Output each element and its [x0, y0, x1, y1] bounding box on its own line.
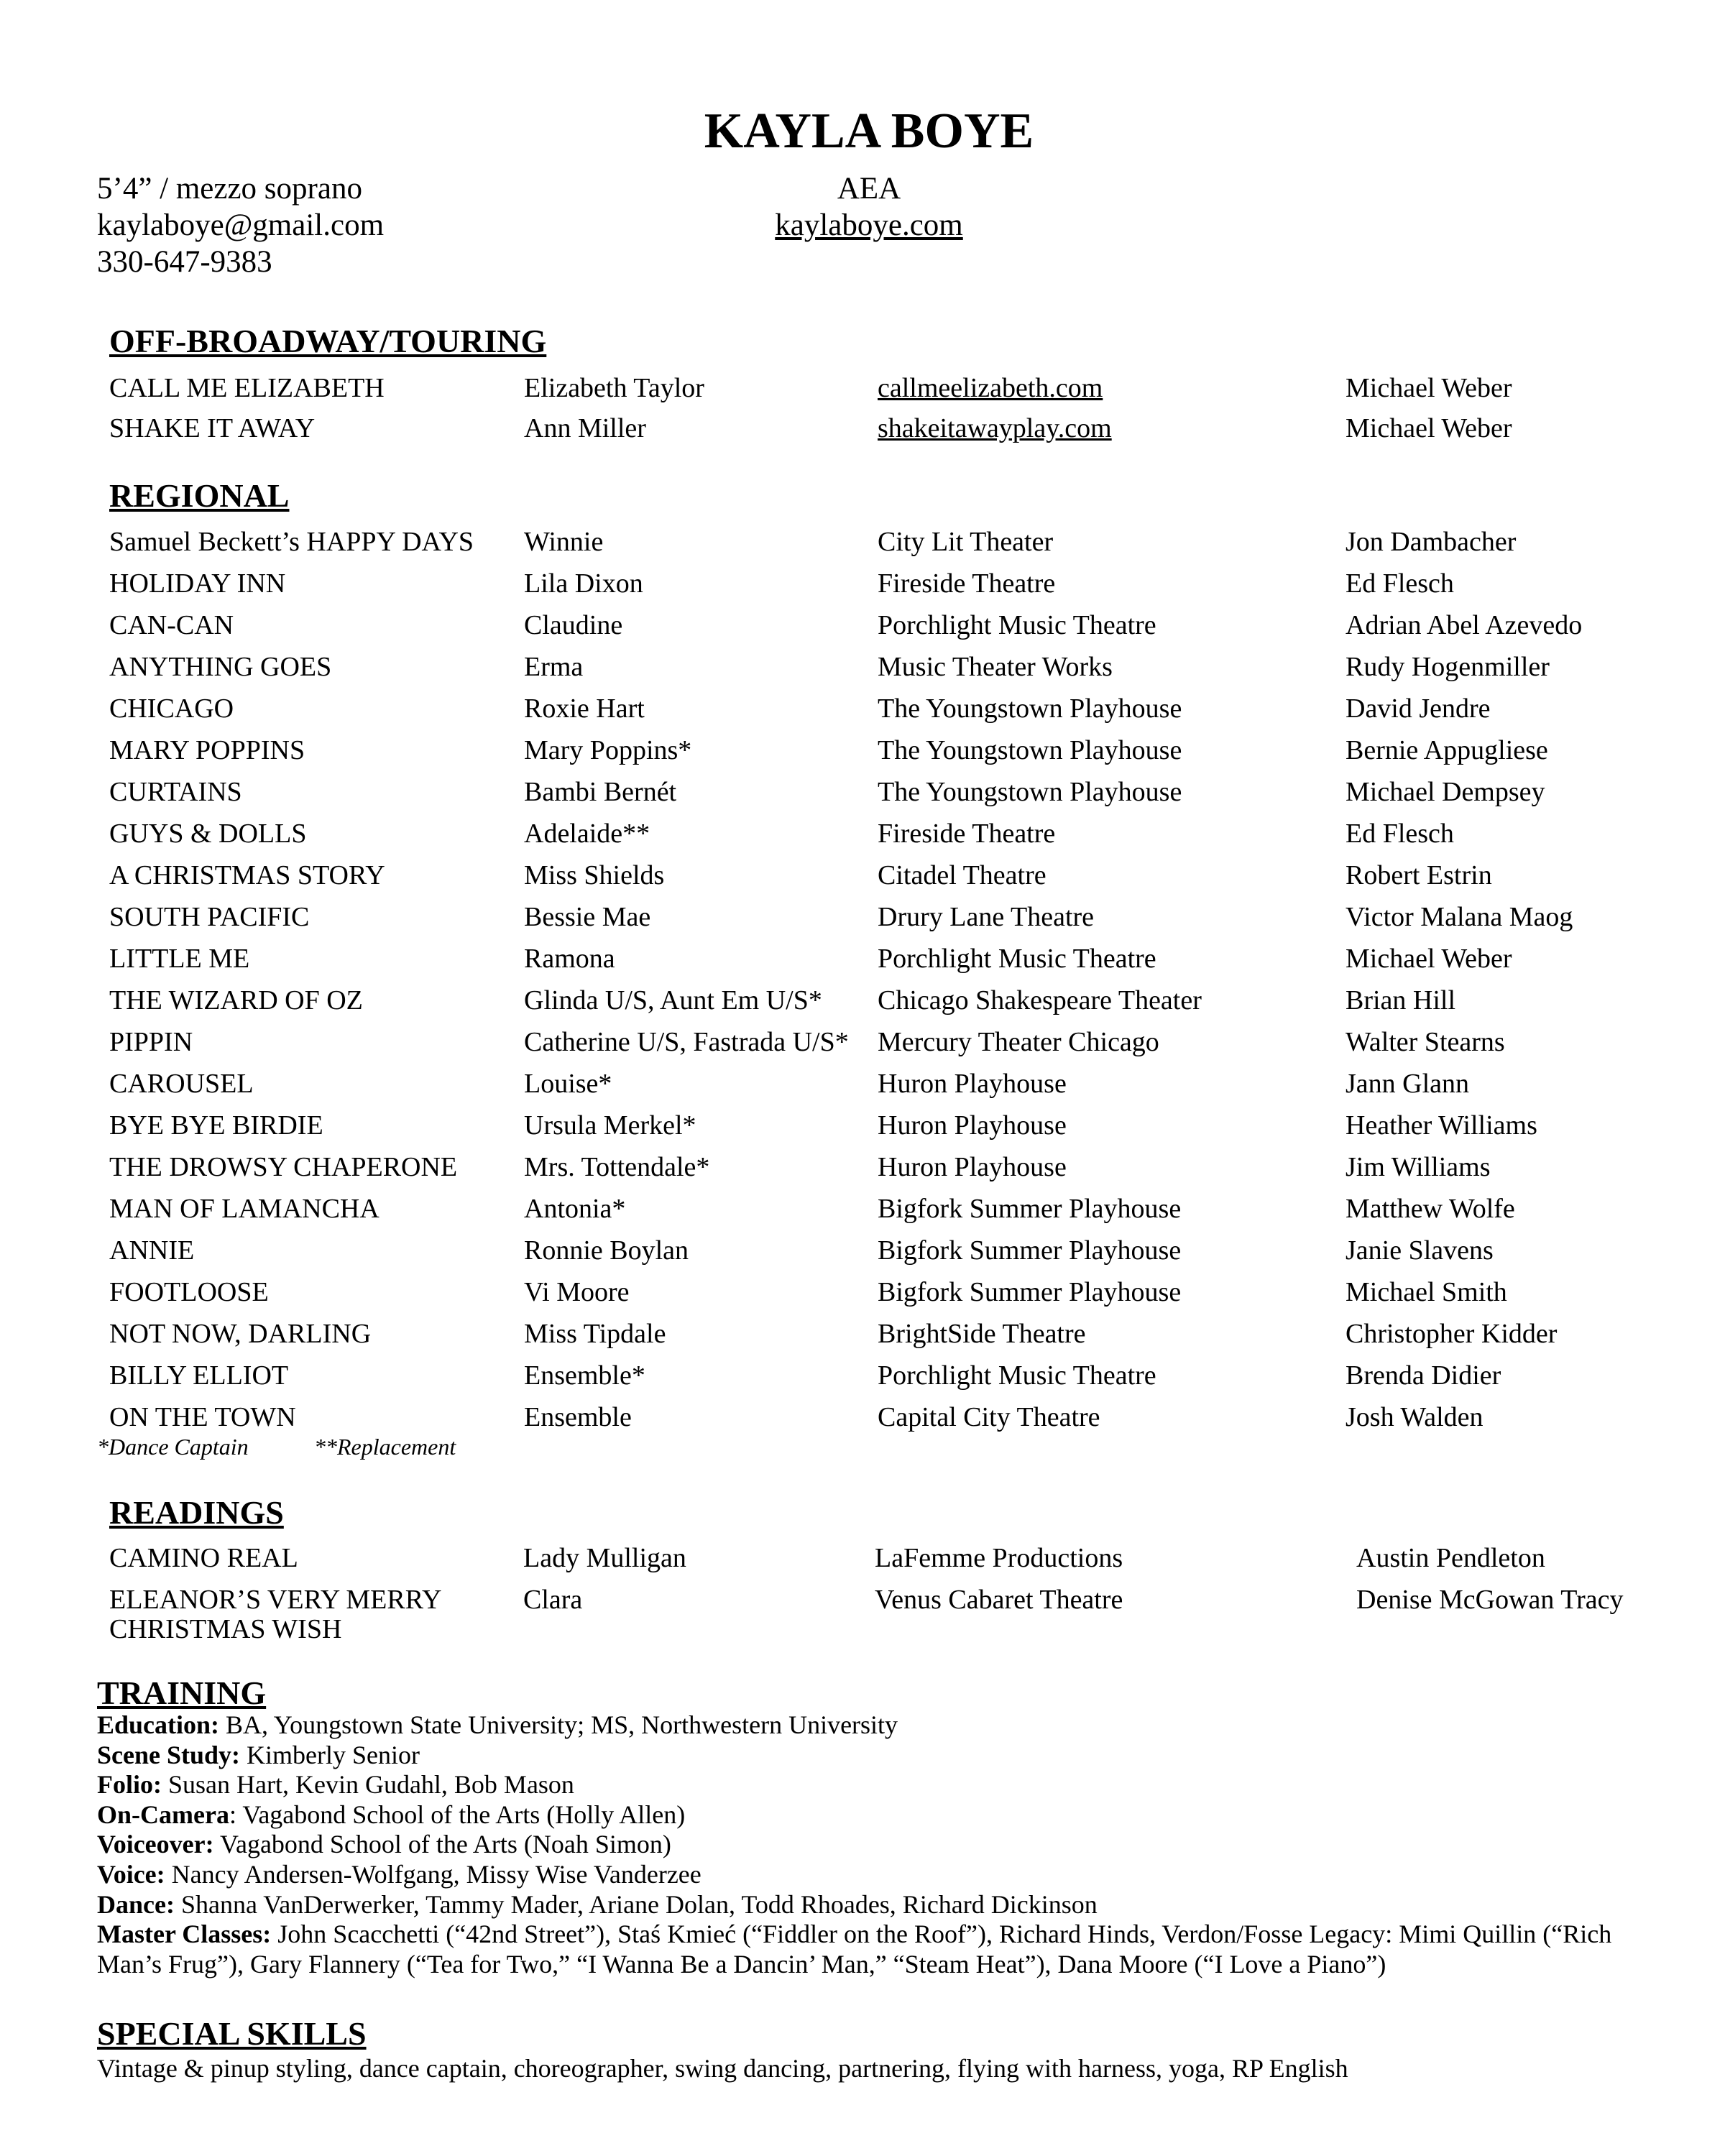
training-detail: Susan Hart, Kevin Gudahl, Bob Mason: [161, 1770, 574, 1800]
credit-role: Vi Moore: [524, 1277, 630, 1307]
credit-venue: Drury Lane Theatre: [878, 902, 1095, 932]
website-link[interactable]: kaylaboye.com: [775, 208, 963, 242]
credit-director: Christopher Kidder: [1346, 1319, 1558, 1349]
credit-role: Adelaide**: [524, 819, 650, 849]
credit-venue: City Lit Theater: [878, 527, 1054, 557]
training-item: [97, 1860, 1678, 1890]
credit-director: Jann Glann: [1346, 1069, 1470, 1099]
credit-role: Winnie: [524, 527, 604, 557]
credit-show: CHICAGO: [109, 694, 234, 724]
training-item: [97, 1830, 1678, 1860]
credit-venue: Porchlight Music Theatre: [878, 610, 1156, 640]
credit-role: Ursula Merkel*: [524, 1110, 696, 1141]
resume-name: KAYLA BOYE: [704, 103, 1034, 159]
training-label: Voice:: [97, 1859, 165, 1889]
credit-director: Denise McGowan Tracy: [1356, 1585, 1624, 1615]
training-item: [97, 1800, 1678, 1830]
credit-role: Miss Shields: [524, 860, 665, 890]
training-label: On-Camera: [97, 1800, 229, 1829]
credit-role: Elizabeth Taylor: [524, 373, 704, 403]
credit-director: Adrian Abel Azevedo: [1346, 610, 1583, 640]
credit-director: Robert Estrin: [1346, 860, 1492, 890]
credit-director: Michael Weber: [1346, 413, 1512, 443]
credit-show: ANNIE: [109, 1235, 195, 1266]
section-heading-regional: REGIONAL: [109, 477, 290, 514]
credit-venue: Venus Cabaret Theatre: [875, 1585, 1123, 1615]
credit-role: Lady Mulligan: [523, 1543, 686, 1573]
credit-show: CALL ME ELIZABETH: [109, 373, 385, 403]
credit-director: Matthew Wolfe: [1346, 1194, 1515, 1224]
union-affiliation: AEA: [837, 172, 901, 206]
credit-role: Bambi Bernét: [524, 777, 677, 807]
credit-director: Bernie Appugliese: [1346, 735, 1548, 765]
credit-director: Janie Slavens: [1346, 1235, 1494, 1266]
credit-show: THE WIZARD OF OZ: [109, 985, 363, 1015]
credit-show: A CHRISTMAS STORY: [109, 860, 385, 890]
credit-show: Samuel Beckett’s HAPPY DAYS: [109, 527, 474, 557]
credit-role: Mary Poppins*: [524, 735, 692, 765]
credit-role: Ensemble*: [524, 1360, 645, 1391]
credit-venue: Porchlight Music Theatre: [878, 944, 1156, 974]
training-detail: Vagabond School of the Arts (Noah Simon): [213, 1830, 671, 1859]
credit-director: Michael Smith: [1346, 1277, 1507, 1307]
credit-show: LITTLE ME: [109, 944, 250, 974]
training-label: Dance:: [97, 1889, 175, 1919]
credit-role: Bessie Mae: [524, 902, 651, 932]
credit-director: Brian Hill: [1346, 985, 1456, 1015]
credit-director: Victor Malana Maog: [1346, 902, 1573, 932]
credit-role: Ronnie Boylan: [524, 1235, 689, 1266]
training-detail: BA, Youngstown State University; MS, Northwestern University: [219, 1710, 898, 1739]
training-item: [97, 1710, 1678, 1741]
credit-show: SOUTH PACIFIC: [109, 902, 310, 932]
training-detail: Kimberly Senior: [240, 1740, 420, 1769]
credit-director: Michael Dempsey: [1346, 777, 1545, 807]
training-list: [97, 1710, 1678, 1979]
training-detail: Shanna VanDerwerker, Tammy Mader, Ariane Dolan, Todd Rhoades, Richard Dickinson: [174, 1889, 1098, 1919]
section-heading-off-broadway: OFF-BROADWAY/TOURING: [109, 323, 547, 359]
credit-venue[interactable]: shakeitawayplay.com: [878, 413, 1112, 443]
email-text: kaylaboye@gmail.com: [97, 208, 385, 242]
credit-role: Erma: [524, 652, 584, 682]
credit-show: ON THE TOWN: [109, 1402, 296, 1432]
credit-venue: Porchlight Music Theatre: [878, 1360, 1156, 1391]
credit-venue: Citadel Theatre: [878, 860, 1046, 890]
credit-venue: BrightSide Theatre: [878, 1319, 1086, 1349]
credit-venue: Huron Playhouse: [878, 1069, 1067, 1099]
credit-show: BYE BYE BIRDIE: [109, 1110, 323, 1141]
credit-venue: The Youngstown Playhouse: [878, 694, 1182, 724]
credit-show: CAMINO REAL: [109, 1543, 298, 1573]
legend-dance-captain: *Dance Captain: [97, 1434, 249, 1460]
credit-director: Ed Flesch: [1346, 819, 1454, 849]
credit-role: Mrs. Tottendale*: [524, 1152, 710, 1182]
credit-director: Heather Williams: [1346, 1110, 1537, 1141]
training-item: [97, 1890, 1678, 1920]
credit-show: CAN-CAN: [109, 610, 234, 640]
credit-show: THE DROWSY CHAPERONE: [109, 1152, 458, 1182]
credit-show: NOT NOW, DARLING: [109, 1319, 372, 1349]
training-label: Folio:: [97, 1770, 162, 1800]
credit-venue: Bigfork Summer Playhouse: [878, 1277, 1182, 1307]
training-detail: : Vagabond School of the Arts (Holly Allen): [229, 1800, 686, 1829]
credit-venue[interactable]: callmeelizabeth.com: [878, 373, 1103, 403]
credit-venue: LaFemme Productions: [875, 1543, 1123, 1573]
credit-role: Lila Dixon: [524, 568, 643, 599]
credit-venue: Chicago Shakespeare Theater: [878, 985, 1202, 1015]
credit-venue: Huron Playhouse: [878, 1110, 1067, 1141]
training-label: Scene Study:: [97, 1740, 241, 1769]
credit-show: MARY POPPINS: [109, 735, 305, 765]
credit-director: Josh Walden: [1346, 1402, 1484, 1432]
credit-director: Walter Stearns: [1346, 1027, 1505, 1057]
legend-replacement: **Replacement: [314, 1434, 456, 1460]
credit-show: CAROUSEL: [109, 1069, 254, 1099]
credit-role: Ensemble: [524, 1402, 632, 1432]
phone-text: 330-647-9383: [97, 245, 272, 279]
credit-show: BILLY ELLIOT: [109, 1360, 289, 1391]
training-item: [97, 1741, 1678, 1771]
training-label: Education:: [97, 1710, 220, 1739]
credit-show: PIPPIN: [109, 1027, 193, 1057]
credit-role: Catherine U/S, Fastrada U/S*: [524, 1027, 849, 1057]
credit-show: HOLIDAY INN: [109, 568, 286, 599]
credit-director: Austin Pendleton: [1356, 1543, 1545, 1573]
credit-venue: The Youngstown Playhouse: [878, 777, 1182, 807]
credit-venue: Capital City Theatre: [878, 1402, 1100, 1432]
credit-venue: Mercury Theater Chicago: [878, 1027, 1159, 1057]
section-heading-special-skills: SPECIAL SKILLS: [97, 2015, 367, 2052]
credit-show: ELEANOR’S VERY MERRY CHRISTMAS WISH: [109, 1585, 441, 1644]
credit-show: CURTAINS: [109, 777, 242, 807]
credit-show: FOOTLOOSE: [109, 1277, 269, 1307]
section-heading-training: TRAINING: [97, 1674, 267, 1711]
credit-director: Ed Flesch: [1346, 568, 1454, 599]
credit-show: GUYS & DOLLS: [109, 819, 307, 849]
credit-venue: Bigfork Summer Playhouse: [878, 1194, 1182, 1224]
training-detail: Nancy Andersen-Wolfgang, Missy Wise Vanderzee: [165, 1859, 702, 1889]
credit-venue: Fireside Theatre: [878, 819, 1056, 849]
credit-role: Miss Tipdale: [524, 1319, 666, 1349]
credit-venue: The Youngstown Playhouse: [878, 735, 1182, 765]
credit-role: Clara: [523, 1585, 583, 1615]
credit-venue: Bigfork Summer Playhouse: [878, 1235, 1182, 1266]
credit-venue: Huron Playhouse: [878, 1152, 1067, 1182]
special-skills-text: Vintage & pinup styling, dance captain, choreographer, swing dancing, partnering, flying with harness, yoga, RP English: [97, 2054, 1348, 2083]
credit-role: Roxie Hart: [524, 694, 645, 724]
credit-role: Claudine: [524, 610, 623, 640]
credit-director: David Jendre: [1346, 694, 1491, 724]
credit-show: SHAKE IT AWAY: [109, 413, 316, 443]
credit-role: Antonia*: [524, 1194, 626, 1224]
credit-director: Michael Weber: [1346, 373, 1512, 403]
credit-show: MAN OF LAMANCHA: [109, 1194, 380, 1224]
credit-director: Michael Weber: [1346, 944, 1512, 974]
credit-role: Ann Miller: [524, 413, 646, 443]
credit-role: Louise*: [524, 1069, 612, 1099]
credit-venue: Fireside Theatre: [878, 568, 1056, 599]
training-item: [97, 1920, 1678, 1979]
training-detail: John Scacchetti (“42nd Street”), Staś Kmieć (“Fiddler on the Roof”), Richard Hinds, Verdon/Fosse Legacy: Mimi Quillin (“Rich Man’s Frug”), Gary Flannery (“Tea for Two,” “I Wanna Be a Dancin’ Man,” “Steam Heat”), Dana Moore (“I Love a Piano”): [97, 1920, 1612, 1978]
credit-director: Rudy Hogenmiller: [1346, 652, 1550, 682]
credit-director: Jon Dambacher: [1346, 527, 1517, 557]
training-label: Voiceover:: [97, 1830, 214, 1859]
training-item: [97, 1770, 1678, 1800]
credit-director: Brenda Didier: [1346, 1360, 1501, 1391]
credit-venue: Music Theater Works: [878, 652, 1113, 682]
section-heading-readings: READINGS: [109, 1494, 284, 1531]
credit-show: ANYTHING GOES: [109, 652, 332, 682]
credit-director: Jim Williams: [1346, 1152, 1491, 1182]
union-website: [0, 170, 1725, 244]
credit-role: Ramona: [524, 944, 615, 974]
training-label: Master Classes:: [97, 1920, 272, 1949]
credit-role: Glinda U/S, Aunt Em U/S*: [524, 985, 822, 1015]
height-voice-type: 5’4” / mezzo soprano: [97, 172, 362, 206]
